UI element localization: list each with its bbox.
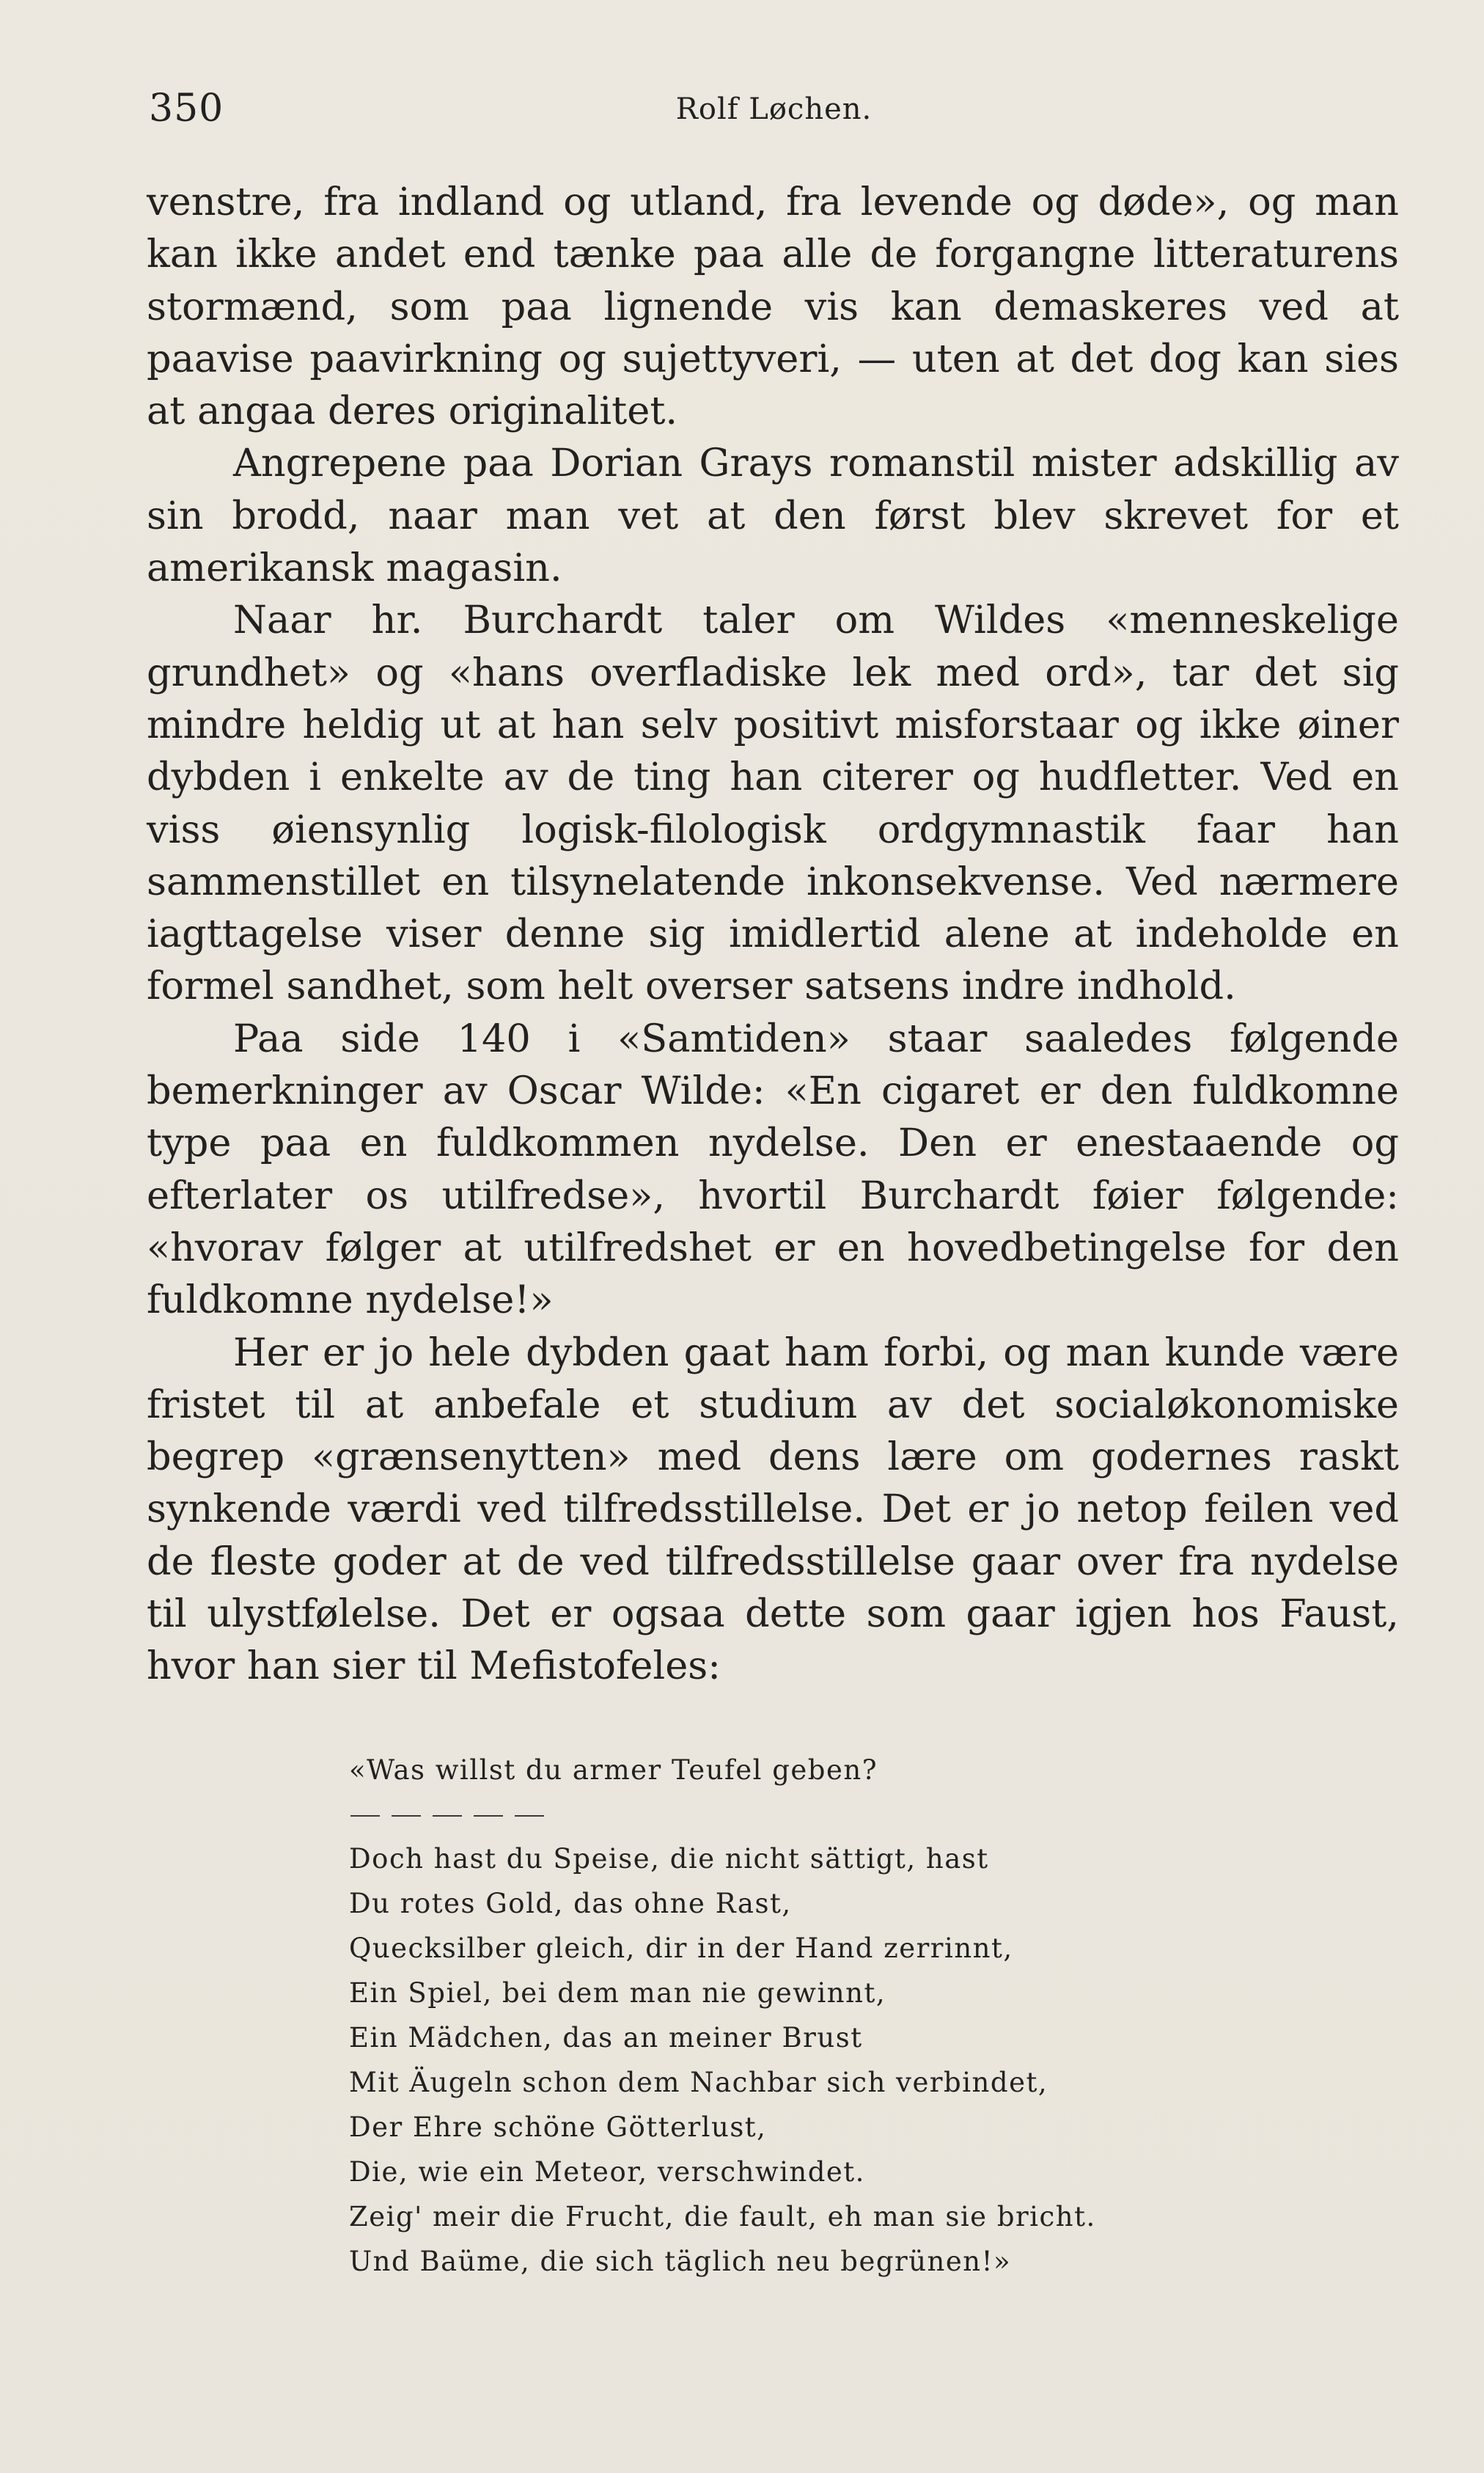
quote-line: Die, wie ein Meteor, verschwindet.	[349, 2156, 865, 2188]
paragraph-3: Naar hr. Burchardt taler om Wildes «menneskelige grundhet» og «hans overfladiske lek med ord», tar det sig mindre heldig ut at han selv positivt misforstaar og ikke øiner dybden i enkelte av de ting han citerer og hudfletter. Ved en viss øiensynlig logisk-filologisk ordgymnastik faar han sammenstillet en tilsynelatende inkonsekvense. Ved nærmere iagttagelse viser denne sig imidlertid alene at indeholde en formel sandhet, som helt overser satsens indre indhold.	[147, 598, 1399, 1009]
verse-quotation	[349, 1748, 1258, 2284]
quote-line: Doch hast du Speise, die nicht sättigt, hast	[349, 1843, 989, 1875]
page-header	[149, 87, 1399, 145]
quote-first-line: «Was willst du armer Teufel geben?	[349, 1754, 878, 1786]
quote-line: Du rotes Gold, das ohne Rast,	[349, 1888, 792, 1919]
quote-line: Mit Äugeln schon dem Nachbar sich verbindet,	[349, 2067, 1048, 2098]
paragraph-5: Her er jo hele dybden gaat ham forbi, og man kunde være fristet til at anbefale et studium av det socialøkonomiske begrep «grænsenytten» med dens lære om godernes raskt synkende værdi ved tilfredsstillelse. Det er jo netop feilen ved de fleste goder at de ved tilfredsstillelse gaar over fra nydelse til ulystfølelse. Det er ogsaa dette som gaar igjen hos Faust, hvor han sier til Mefistofeles:	[147, 1330, 1399, 1689]
paragraph-1: venstre, fra indland og utland, fra levende og døde», og man kan ikke andet end tænke paa alle de forgangne litteraturens stormænd, som paa lignende vis kan demaskeres ved at paavise paavirkning og sujettyveri, — uten at det dog kan sies at angaa deres originalitet.	[147, 180, 1399, 434]
paragraph-4: Paa side 140 i «Samtiden» staar saaledes følgende bemerkninger av Oscar Wilde: «En cigaret er den fuldkomne type paa en fuldkommen nydelse. Den er enestaaende og efterlater os utilfredse», hvortil Burchardt føier følgende: «hvorav følger at utilfredshet er en hovedbetingelse for den fuldkomne nydelse!»	[147, 1016, 1399, 1323]
quote-line: Der Ehre schöne Götterlust,	[349, 2111, 767, 2143]
paragraph-2: Angrepene paa Dorian Grays romanstil mister adskillig av sin brodd, naar man vet at den først blev skrevet for et amerikansk magasin.	[147, 441, 1399, 591]
body-text	[147, 176, 1399, 1693]
quote-line: Quecksilber gleich, dir in der Hand zerrinnt,	[349, 1932, 1013, 1964]
running-head: Rolf Løchen.	[675, 92, 873, 126]
page-number: 350	[149, 87, 224, 131]
quote-line: Zeig' meir die Frucht, die fault, eh man sie bricht.	[349, 2201, 1096, 2232]
quote-line: Ein Mädchen, das an meiner Brust	[349, 2022, 863, 2053]
quote-line: Und Baüme, die sich täglich neu begrünen!»	[349, 2246, 1012, 2277]
ellipsis-dashes	[349, 1792, 1258, 1836]
quote-line: Ein Spiel, bei dem man nie gewinnt,	[349, 1977, 886, 2009]
